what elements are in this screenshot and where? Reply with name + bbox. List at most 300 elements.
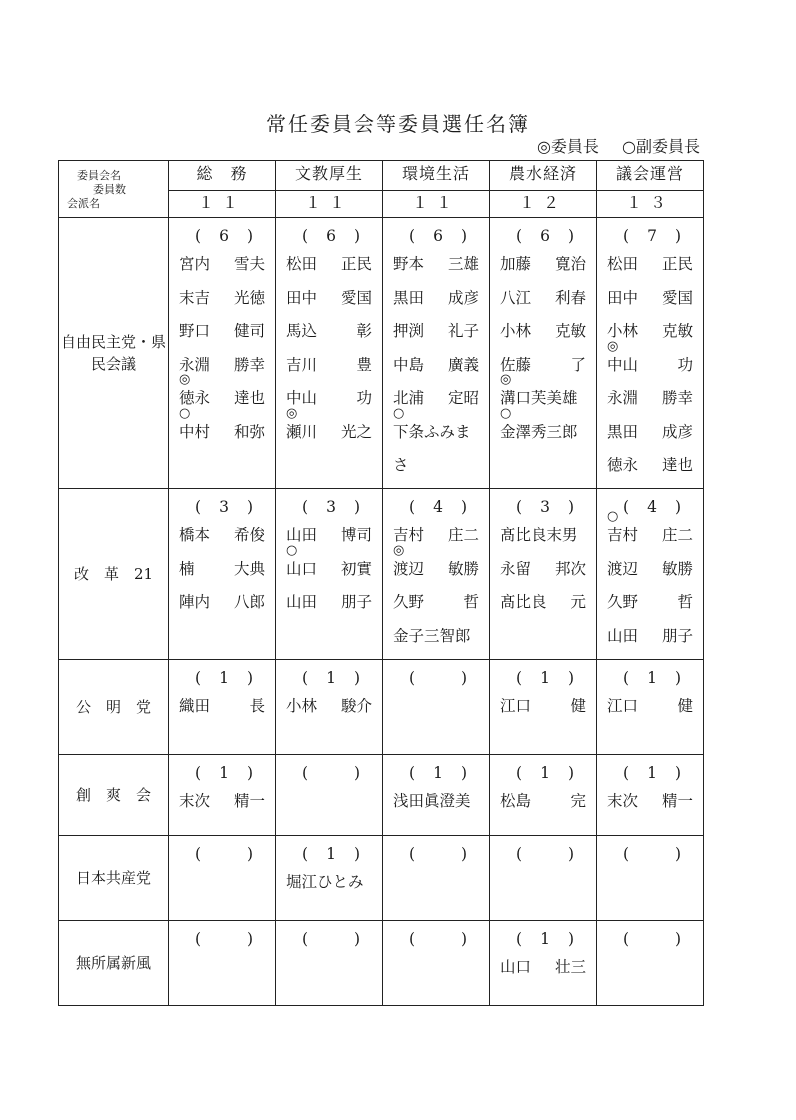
paren-close: ) [567,764,574,782]
member-entry [607,449,693,483]
assignment-cell [276,489,383,660]
member-surname: 田中 [286,288,318,307]
seat-count [179,224,265,248]
member-given-name: 初實 [340,559,372,578]
vice-chair-mark: ○ [286,542,298,558]
paren-close: ) [246,845,253,863]
party-name: 改 革 21 [59,489,169,660]
paren-open: ( [516,845,523,863]
member-entry [500,586,586,620]
paren-close: ) [353,764,360,782]
assignment-cell [490,755,597,836]
member-given-name: 精一 [233,792,265,810]
member-surname: 渡辺 [607,559,639,578]
member-entry [393,542,479,587]
member-surname: 加藤 [500,255,532,273]
member-given-name: 壮三 [554,958,586,976]
paren-open: ( [195,930,202,948]
member-entry [286,405,372,450]
vice-chair-mark: ○ [179,405,191,421]
member-entry [393,315,479,349]
seat-count-value: 1 [219,669,229,687]
paren-open: ( [195,227,202,245]
document-title: 常任委員会等委員選任名簿 [266,112,530,136]
seat-count [179,666,265,690]
member-entry [286,382,372,416]
member-given-name: 勝幸 [661,389,693,407]
member-given-name: 精一 [661,792,693,810]
member-entry [393,349,479,383]
assignment-cell [597,489,704,660]
member-surname: 久野 [393,593,425,611]
member-entry [500,519,586,553]
paren-open: ( [302,227,309,245]
member-surname: 徳永 [179,389,211,407]
member-name: 溝口芙美雄 [500,389,578,407]
member-surname: 吉村 [607,526,639,544]
member-entry [500,349,586,383]
seat-count-value: 1 [540,764,550,782]
member-entry [286,586,372,620]
member-surname: 中山 [607,355,639,374]
assignment-cell [169,921,276,1006]
party-name: 自由民主党・県民会議 [59,218,169,489]
member-given-name: 元 [570,593,586,611]
member-given-name: 功 [677,355,693,374]
paren-open: ( [195,845,202,863]
member-surname: 小林 [607,322,639,340]
member-entry [500,690,586,724]
member-entry [607,248,693,282]
member-surname: 山田 [286,593,318,611]
paren-close: ) [567,227,574,245]
seat-count [393,842,479,866]
paren-open: ( [516,764,523,782]
paren-close: ) [353,845,360,863]
header-corner-cell [59,161,169,218]
member-entry [393,248,479,282]
member-surname: 宮内 [179,255,211,273]
paren-close: ) [674,669,681,687]
paren-close: ) [460,764,467,782]
member-surname: 織田 [179,697,211,715]
header-row [59,161,704,191]
member-entry [500,282,586,316]
assignment-cell [383,836,490,921]
seat-count-value: 1 [647,764,657,782]
member-surname: 徳永 [607,456,639,474]
chair-mark: ◎ [500,372,512,387]
member-entry [286,866,372,900]
header-count-label: 委員数 [93,183,126,196]
member-entry [393,382,479,416]
member-surname: 永留 [500,559,532,578]
member-surname: 松島 [500,792,532,810]
assignment-cell [597,755,704,836]
paren-open: ( [409,930,416,948]
member-given-name: 成彦 [661,422,693,441]
member-given-name: 豊 [356,355,372,374]
seat-count [286,927,372,951]
member-entry [607,338,693,383]
member-given-name: 駿介 [340,697,372,715]
vice-chair-mark: ○ [500,405,512,421]
seat-count-value: 1 [219,764,229,782]
seat-count [393,224,479,248]
seat-count-value: 1 [647,669,657,687]
assignment-cell [169,489,276,660]
committee-member-count: １１ [276,190,383,217]
party-name: 無所属新風 [59,921,169,1006]
seat-count-value: 1 [540,669,550,687]
member-given-name: 庄二 [447,526,479,544]
member-entry [607,382,693,416]
vice-chair-mark: ○ [393,405,405,421]
paren-open: ( [302,498,309,516]
paren-close: ) [674,498,681,516]
member-entry [286,315,372,349]
member-entry [607,509,693,553]
member-entry [607,785,693,819]
member-entry [179,519,265,553]
seat-count [286,224,372,248]
seat-count [393,761,479,785]
member-entry [500,372,586,416]
member-entry [607,282,693,316]
member-given-name: 敏勝 [447,559,479,578]
member-given-name: 三雄 [447,255,479,273]
member-given-name: 達也 [661,456,693,474]
seat-count [500,842,586,866]
member-given-name: 朋子 [340,593,372,611]
paren-open: ( [195,669,202,687]
member-given-name: 敏勝 [661,559,693,578]
member-surname: 末吉 [179,288,211,307]
seat-count [500,666,586,690]
assignment-cell [169,836,276,921]
committee-member-count: １１ [383,190,490,217]
member-surname: 小林 [286,697,318,715]
seat-count-value: 6 [219,227,229,245]
member-given-name: 庄二 [661,526,693,544]
member-surname: 野本 [393,255,425,273]
member-given-name: 希俊 [233,526,265,544]
assignment-cell [276,921,383,1006]
seat-count-value: 6 [433,227,443,245]
member-surname: 吉村 [393,526,425,544]
party-name: 創 爽 会 [59,755,169,836]
member-surname: 永淵 [607,389,639,407]
member-entry [393,282,479,316]
paren-close: ) [460,669,467,687]
assignment-cell [490,489,597,660]
member-given-name: 愛国 [340,288,372,307]
seat-count-value: 1 [433,764,443,782]
member-given-name: 邦次 [554,559,586,578]
member-given-name: 完 [570,792,586,810]
member-surname: 八江 [500,288,532,307]
paren-open: ( [302,930,309,948]
paren-close: ) [567,930,574,948]
seat-count-value: 3 [326,498,336,516]
legend [519,134,700,157]
party-row [59,489,704,660]
paren-close: ) [674,764,681,782]
member-surname: 押渕 [393,322,425,340]
member-name: 金子三智郎 [393,626,471,645]
paren-close: ) [246,498,253,516]
committee-name: 文教厚生 [276,161,383,191]
chair-mark: ◎ [607,338,619,354]
party-row [59,755,704,836]
member-surname: 楠 [179,559,195,578]
seat-count [607,927,693,951]
seat-count [286,842,372,866]
member-name: 堀江ひとみ [286,873,364,891]
seat-count [500,927,586,951]
seat-count [607,495,693,519]
member-given-name: 光之 [340,422,372,441]
member-entry [286,282,372,316]
member-entry [393,405,479,474]
member-surname: 永淵 [179,355,211,374]
member-given-name: 八郎 [233,593,265,611]
paren-close: ) [674,227,681,245]
paren-close: ) [353,498,360,516]
seat-count [286,495,372,519]
member-given-name: 和弥 [233,422,265,441]
member-surname: 江口 [607,697,639,715]
member-given-name: 光徳 [233,288,265,307]
paren-open: ( [409,845,416,863]
seat-count [179,761,265,785]
paren-open: ( [623,669,630,687]
assignment-cell [169,755,276,836]
assignment-cell [276,836,383,921]
paren-open: ( [409,764,416,782]
legend-chair: ◎委員長 [536,137,599,156]
paren-open: ( [516,498,523,516]
member-entry [500,951,586,985]
member-surname: 末次 [607,792,639,810]
member-name: 髙比良末男 [500,526,578,544]
member-entry [179,785,265,819]
member-entry [393,519,479,553]
paren-close: ) [353,669,360,687]
member-surname: 馬込 [286,322,318,340]
member-given-name: 勝幸 [233,355,265,374]
seat-count-value: 7 [647,227,657,245]
member-surname: 瀬川 [286,422,318,441]
member-given-name: 正民 [661,255,693,273]
paren-open: ( [195,764,202,782]
member-entry [500,315,586,349]
member-given-name: 定昭 [447,389,479,407]
member-surname: 野口 [179,322,211,340]
paren-open: ( [409,227,416,245]
member-given-name: 正民 [340,255,372,273]
header-party-label: 会派名 [67,197,100,210]
member-entry [179,586,265,620]
member-given-name: 克敏 [661,322,693,340]
seat-count-value: 1 [326,669,336,687]
member-given-name: 了 [570,355,586,374]
member-surname: 黒田 [607,422,639,441]
member-surname: 松田 [286,255,318,273]
paren-close: ) [567,669,574,687]
committee-name: 農水経済 [490,161,597,191]
member-given-name: 長 [249,697,265,715]
party-name: 公 明 党 [59,660,169,755]
vice-chair-mark: ○ [607,509,619,524]
member-given-name: 寛治 [554,255,586,273]
member-surname: 山田 [607,626,639,645]
paren-close: ) [567,845,574,863]
member-entry [607,315,693,349]
party-row [59,660,704,755]
member-entry [286,690,372,724]
paren-open: ( [623,498,630,516]
seat-count [607,761,693,785]
member-entry [607,416,693,450]
member-surname: 江口 [500,697,532,715]
member-given-name: 哲 [677,593,693,611]
member-surname: 渡辺 [393,559,425,578]
member-given-name: 健 [677,697,693,715]
member-name: 浅田眞澄美 [393,792,471,810]
member-given-name: 克敏 [554,322,586,340]
paren-open: ( [409,669,416,687]
member-given-name: 健司 [233,322,265,340]
assignment-cell [276,660,383,755]
seat-count [607,842,693,866]
paren-open: ( [623,227,630,245]
assignment-cell [597,660,704,755]
member-entry [179,553,265,587]
member-surname: 松田 [607,255,639,273]
member-entry [393,620,479,654]
paren-close: ) [246,930,253,948]
member-name: 下条ふみまさ [393,422,471,474]
assignment-cell [276,755,383,836]
party-name: 日本共産党 [59,836,169,921]
seat-count-value: 1 [326,845,336,863]
member-surname: 山口 [500,958,532,976]
committee-member-count: １２ [490,190,597,217]
member-surname: 黒田 [393,288,425,307]
member-given-name: 雪夫 [233,255,265,273]
member-surname: 吉川 [286,355,318,374]
paren-open: ( [409,498,416,516]
member-entry [179,248,265,282]
assignment-cell [169,218,276,489]
member-entry [179,372,265,416]
member-entry [286,349,372,383]
member-entry [393,785,479,819]
paren-open: ( [195,498,202,516]
member-given-name: 廣義 [447,355,479,374]
member-entry [393,586,479,620]
paren-open: ( [516,930,523,948]
paren-close: ) [353,930,360,948]
paren-open: ( [302,764,309,782]
assignment-cell [383,921,490,1006]
paren-open: ( [623,845,630,863]
assignment-cell [597,921,704,1006]
paren-open: ( [516,227,523,245]
seat-count [179,842,265,866]
member-entry [500,405,586,450]
member-surname: 末次 [179,792,211,810]
paren-close: ) [460,930,467,948]
committee-name: 環境生活 [383,161,490,191]
member-given-name: 功 [356,389,372,407]
member-surname: 北浦 [393,389,425,407]
party-row [59,921,704,1006]
member-surname: 小林 [500,322,532,340]
member-given-name: 礼子 [447,322,479,340]
assignment-cell [490,218,597,489]
seat-count-value: 6 [540,227,550,245]
seat-count [500,495,586,519]
paren-open: ( [623,930,630,948]
seat-count-value: 3 [540,498,550,516]
seat-count [607,224,693,248]
assignment-cell [383,489,490,660]
seat-count-value: 6 [326,227,336,245]
member-given-name: 利春 [554,288,586,307]
member-surname: 中村 [179,422,211,441]
paren-open: ( [623,764,630,782]
member-name: 金澤秀三郎 [500,422,578,441]
paren-close: ) [674,845,681,863]
seat-count [286,666,372,690]
member-surname: 田中 [607,288,639,307]
assignment-cell [383,755,490,836]
member-entry [607,586,693,620]
seat-count [500,761,586,785]
member-entry [500,553,586,587]
assignment-cell [490,921,597,1006]
assignment-cell [383,218,490,489]
seat-count [393,666,479,690]
committee-member-count: １１ [169,190,276,217]
member-surname: 陣内 [179,593,211,611]
member-surname: 久野 [607,593,639,611]
paren-close: ) [460,227,467,245]
member-entry [286,248,372,282]
member-surname: 髙比良 [500,593,547,611]
member-given-name: 彰 [356,322,372,340]
member-entry [500,785,586,819]
chair-mark: ◎ [179,372,191,387]
legend-vice-chair: ○副委員長 [622,137,700,156]
assignment-cell [276,218,383,489]
seat-count [179,495,265,519]
member-given-name: 大典 [233,559,265,578]
member-entry [179,315,265,349]
seat-count [179,927,265,951]
assignment-cell [597,836,704,921]
paren-close: ) [246,669,253,687]
member-surname: 山田 [286,526,318,544]
chair-mark: ◎ [286,405,298,421]
member-given-name: 愛国 [661,288,693,307]
paren-close: ) [246,227,253,245]
member-entry [607,620,693,654]
committee-name: 議会運営 [597,161,704,191]
member-entry [607,553,693,587]
